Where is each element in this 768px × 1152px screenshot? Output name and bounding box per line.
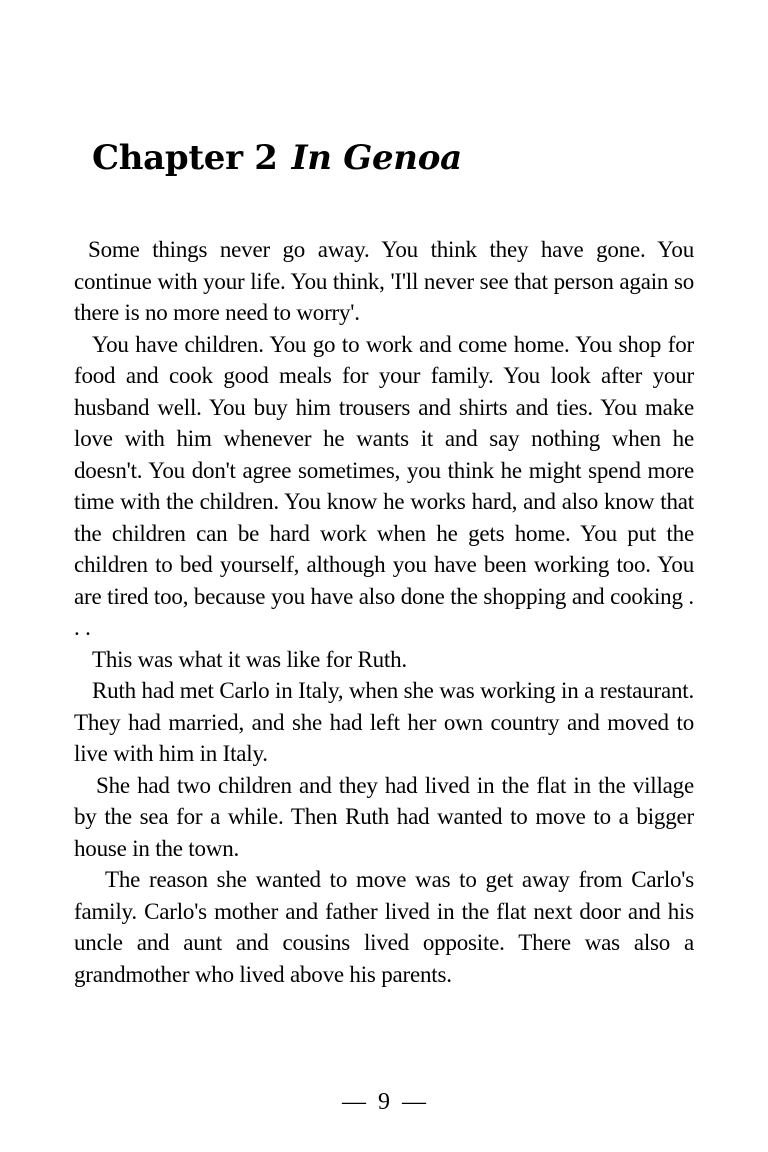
page-number: — 9 — (342, 1089, 426, 1115)
paragraph: She had two children and they had lived in the flat in the village by the sea for a while. Then Ruth had wanted to move to a bigger house in the town. (74, 772, 694, 861)
chapter-number: Chapter 2 (92, 138, 278, 178)
paragraph: This was what it was like for Ruth. (92, 646, 407, 672)
chapter-heading (92, 136, 462, 180)
chapter-title: In Genoa (291, 138, 462, 178)
paragraph: Some things never go away. You think they have gone. You continue with your life. You think, 'I'll never see that person again so there is no more need to worry'. (74, 237, 694, 325)
paragraph: Ruth had met Carlo in Italy, when she was working in a restaurant. They had married, and she had left her own country and moved to live with him in Italy. (74, 678, 694, 766)
paragraph: The reason she wanted to move was to get away from Carlo's family. Carlo's mother and father lived in the flat next door and his uncle and aunt and cousins lived opposite. There was also a grandmother who lived above his parents. (74, 867, 694, 987)
chapter-body (74, 234, 694, 990)
paragraph: You have children. You go to work and come home. You shop for food and cook good meals for your family. You look after your husband well. You buy him trousers and shirts and ties. You make love with him whenever he wants it and say nothing when he doesn't. You don't agree sometimes, you think he might spend more time with the children. You know he works hard, and also know that the children can be hard work when he gets home. You put the children to bed yourself, although you have been working too. You are tired too, because you have also done the shopping and cooking . . . (74, 331, 694, 640)
